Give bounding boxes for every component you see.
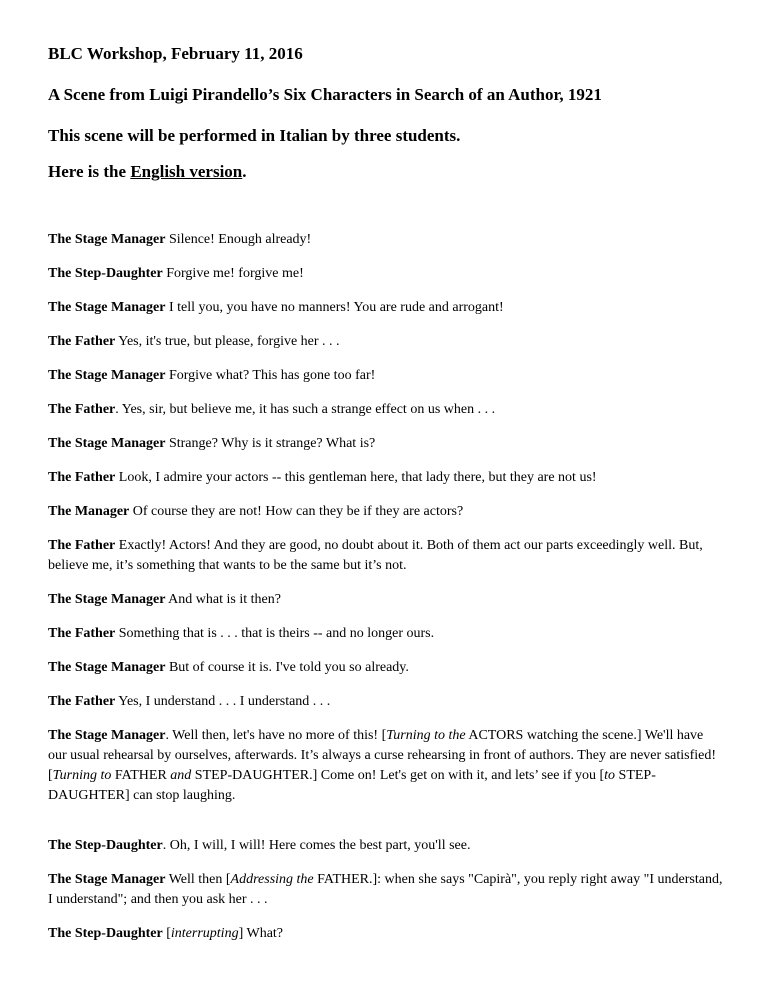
line-text: STEP-DAUGHTER.] Come on! Let's get on with it, and lets’ see if you [ bbox=[191, 768, 605, 783]
speaker-name: The Step-Daughter bbox=[48, 838, 163, 853]
stage-direction: Addressing the bbox=[230, 872, 314, 887]
stage-direction: interrupting bbox=[170, 926, 239, 941]
speaker-name: The Step-Daughter bbox=[48, 926, 163, 941]
line-text: Look, I admire your actors -- this gentleman here, that lady there, but they are not us! bbox=[118, 470, 597, 485]
stage-direction: to bbox=[604, 768, 616, 783]
line-text: But of course it is. I've told you so already. bbox=[168, 660, 409, 675]
line-text: Strange? Why is it strange? What is? bbox=[168, 436, 376, 451]
line-text: I tell you, you have no manners! You are rude and arrogant! bbox=[168, 300, 504, 315]
document-title: BLC Workshop, February 11, 2016 bbox=[48, 44, 303, 63]
document-subtitle: A Scene from Luigi Pirandello’s Six Characters in Search of an Author, 1921 bbox=[48, 85, 602, 104]
dialogue-line bbox=[48, 298, 724, 318]
dialogue-line bbox=[48, 332, 724, 352]
line-text: Something that is . . . that is theirs -- and no longer ours. bbox=[118, 626, 435, 641]
dialogue-line bbox=[48, 400, 724, 420]
dialogue-line bbox=[48, 468, 724, 488]
dialogue-line bbox=[48, 366, 724, 386]
line-text: STEP-DAUGHTER] can stop laughing. bbox=[48, 768, 656, 803]
line-text: Yes, I understand . . . I understand . . . bbox=[118, 694, 331, 709]
stage-direction: Turning to bbox=[52, 768, 112, 783]
dialogue-line bbox=[48, 536, 724, 576]
line-text: . Yes, sir, but believe me, it has such a strange effect on us when . . . bbox=[115, 402, 496, 417]
speaker-name: The Stage Manager bbox=[48, 660, 166, 675]
stage-direction: and bbox=[170, 768, 192, 783]
dialogue-line bbox=[48, 264, 724, 284]
line-text: Forgive what? This has gone too far! bbox=[168, 368, 376, 383]
stage-direction: Turning to the bbox=[386, 728, 466, 743]
line-text: ACTORS watching the scene.] We'll have our usual rehearsal by ourselves, afterwards. It’s always a curse rehearsing in front of authors. They are never satisfied! [ bbox=[48, 728, 716, 783]
speaker-name: The Manager bbox=[48, 504, 130, 519]
line-text: ] What? bbox=[238, 926, 284, 941]
dialogue-line bbox=[48, 924, 724, 944]
line-text: Forgive me! forgive me! bbox=[166, 266, 304, 281]
line-text: Exactly! Actors! And they are good, no doubt about it. Both of them act our parts exceedingly well. But, believe me, it’s something that wants to be the same but it’s not. bbox=[48, 538, 703, 573]
speaker-name: The Stage Manager bbox=[48, 232, 166, 247]
speaker-name: The Step-Daughter bbox=[48, 266, 163, 281]
line-text: Yes, it's true, but please, forgive her . . . bbox=[118, 334, 340, 349]
intro-line bbox=[48, 162, 247, 182]
dialogue-line bbox=[48, 230, 724, 250]
line-text: And what is it then? bbox=[168, 592, 281, 607]
speaker-name: The Father bbox=[48, 626, 116, 641]
speaker-name: The Father bbox=[48, 694, 116, 709]
intro-prefix: Here is the bbox=[48, 162, 131, 181]
performance-note: This scene will be performed in Italian by three students. bbox=[48, 126, 461, 145]
english-version-link[interactable]: English version bbox=[130, 162, 243, 181]
dialogue-line bbox=[48, 624, 724, 644]
line-text: [ bbox=[162, 926, 171, 941]
line-text: FATHER.]: when she says "Capirà", you reply right away "I understand, I understand"; and then you ask her . . . bbox=[48, 872, 723, 907]
speaker-name: The Stage Manager bbox=[48, 728, 166, 743]
dialogue-line bbox=[48, 836, 724, 856]
dialogue-line bbox=[48, 658, 724, 678]
speaker-name: The Stage Manager bbox=[48, 436, 166, 451]
dialogue-line bbox=[48, 590, 724, 610]
intro-suffix: . bbox=[242, 162, 247, 181]
speaker-name: The Stage Manager bbox=[48, 872, 166, 887]
line-text: . Well then, let's have no more of this! [ bbox=[165, 728, 387, 743]
dialogue-line bbox=[48, 726, 724, 806]
line-text: FATHER bbox=[111, 768, 171, 783]
speaker-name: The Father bbox=[48, 334, 116, 349]
dialogue-line bbox=[48, 692, 724, 712]
line-text: Well then [ bbox=[168, 872, 231, 887]
line-text: Silence! Enough already! bbox=[168, 232, 312, 247]
speaker-name: The Father bbox=[48, 470, 116, 485]
dialogue-line bbox=[48, 870, 724, 910]
line-text: . Oh, I will, I will! Here comes the best part, you'll see. bbox=[162, 838, 471, 853]
dialogue-line bbox=[48, 502, 724, 522]
speaker-name: The Father bbox=[48, 538, 116, 553]
speaker-name: The Stage Manager bbox=[48, 300, 166, 315]
dialogue-line bbox=[48, 434, 724, 454]
speaker-name: The Stage Manager bbox=[48, 368, 166, 383]
speaker-name: The Father bbox=[48, 402, 116, 417]
speaker-name: The Stage Manager bbox=[48, 592, 166, 607]
line-text: Of course they are not! How can they be if they are actors? bbox=[132, 504, 464, 519]
